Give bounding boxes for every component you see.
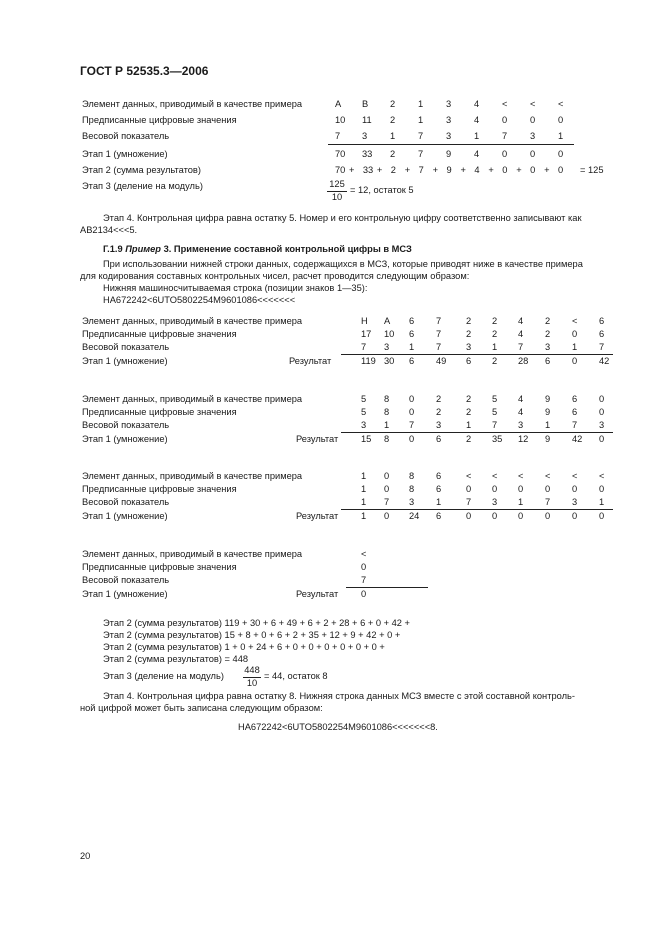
row-label: Элемент данных, приводимый в качестве примера bbox=[82, 316, 303, 326]
row-label-element: Элемент данных, приводимый в качестве примера bbox=[82, 99, 303, 109]
sum-line: Этап 2 (сумма результатов) = 448 bbox=[103, 654, 249, 664]
mrz-line: HA672242<6UTO5802254M9601086<<<<<<< bbox=[103, 295, 296, 305]
step4-text: Этап 4. Контрольная цифра равна остатку 5. Номер и его контрольную цифру соответственно записывают как bbox=[103, 213, 582, 223]
row-label: Весовой показатель bbox=[82, 420, 170, 430]
row-label: Предписанные цифровые значения bbox=[82, 407, 237, 417]
row-label: Весовой показатель bbox=[82, 497, 170, 507]
section-italic: Пример bbox=[125, 244, 161, 254]
fraction-numerator: 448 bbox=[244, 665, 260, 675]
intro-line: для кодирования составных контрольных чисел, расчет проводится следующим образом: bbox=[80, 271, 470, 281]
row-label: Этап 1 (умножение) bbox=[82, 589, 168, 599]
intro-line: При использовании нижней строки данных, содержащихся в МСЗ, которые приводят ниже в качестве примера bbox=[103, 259, 583, 269]
row-label: Предписанные цифровые значения bbox=[82, 562, 237, 572]
row-label: Этап 1 (умножение) bbox=[82, 511, 168, 521]
intro-line: Нижняя машиносчитываемая строка (позиции знаков 1—35): bbox=[103, 283, 368, 293]
row-label: Этап 1 (умножение) bbox=[82, 356, 168, 366]
sum-line: Этап 2 (сумма результатов) 119 + 30 + 6 + 49 + 6 + 2 + 28 + 6 + 0 + 42 + bbox=[103, 618, 410, 628]
fraction-denominator: 10 bbox=[243, 677, 261, 689]
row-label-step1: Этап 1 (умножение) bbox=[82, 149, 168, 159]
result-label: Результат bbox=[296, 511, 339, 521]
table-rule bbox=[341, 354, 613, 355]
step4-text: Этап 4. Контрольная цифра равна остатку 8. Нижняя строка данных МСЗ вместе с этой составной контроль- bbox=[103, 691, 575, 701]
result-label: Результат bbox=[296, 589, 339, 599]
sum-line: Этап 2 (сумма результатов) 1 + 0 + 24 + 6 + 0 + 0 + 0 + 0 + 0 + 0 + bbox=[103, 642, 385, 652]
row-label: Элемент данных, приводимый в качестве примера bbox=[82, 549, 303, 559]
result-label: Результат bbox=[289, 356, 332, 366]
table-rule bbox=[341, 509, 613, 510]
table-rule bbox=[346, 587, 428, 588]
row-label: Этап 1 (умножение) bbox=[82, 434, 168, 444]
final-mrz-string: HA672242<6UTO5802254M9601086<<<<<<<8. bbox=[238, 722, 438, 732]
step4-text-cont: AB2134<<<5. bbox=[80, 225, 138, 235]
fraction-denominator: 10 bbox=[327, 191, 347, 203]
row-label-weight: Весовой показатель bbox=[82, 131, 170, 141]
sum-result: = 125 bbox=[580, 165, 604, 175]
division-result: = 12, остаток 5 bbox=[350, 185, 414, 195]
row-label: Весовой показатель bbox=[82, 575, 170, 585]
document-header: ГОСТ Р 52535.3—2006 bbox=[80, 64, 209, 78]
row-label: Весовой показатель bbox=[82, 342, 170, 352]
table-rule bbox=[341, 432, 613, 433]
row-label-values: Предписанные цифровые значения bbox=[82, 115, 237, 125]
result-label: Результат bbox=[296, 434, 339, 444]
table-rule bbox=[328, 144, 574, 145]
row-label: Элемент данных, приводимый в качестве примера bbox=[82, 471, 303, 481]
section-heading bbox=[103, 244, 412, 255]
row-label: Элемент данных, приводимый в качестве примера bbox=[82, 394, 303, 404]
row-label-step2: Этап 2 (сумма результатов) bbox=[82, 165, 201, 175]
section-number: Г.1.9 bbox=[103, 244, 123, 254]
fraction-numerator: 125 bbox=[329, 179, 345, 189]
row-label-step3: Этап 3 (деление на модуль) bbox=[82, 181, 203, 191]
division-result: = 44, остаток 8 bbox=[264, 671, 328, 681]
section-title: 3. Применение составной контрольной цифры в МСЗ bbox=[163, 244, 412, 254]
row-label: Предписанные цифровые значения bbox=[82, 484, 237, 494]
step4-text-cont: ной цифрой может быть записана следующим образом: bbox=[80, 703, 323, 713]
step3-label: Этап 3 (деление на модуль) bbox=[103, 671, 224, 681]
row-label: Предписанные цифровые значения bbox=[82, 329, 237, 339]
page-number: 20 bbox=[80, 851, 91, 861]
sum-line: Этап 2 (сумма результатов) 15 + 8 + 0 + 6 + 2 + 35 + 12 + 9 + 42 + 0 + bbox=[103, 630, 401, 640]
